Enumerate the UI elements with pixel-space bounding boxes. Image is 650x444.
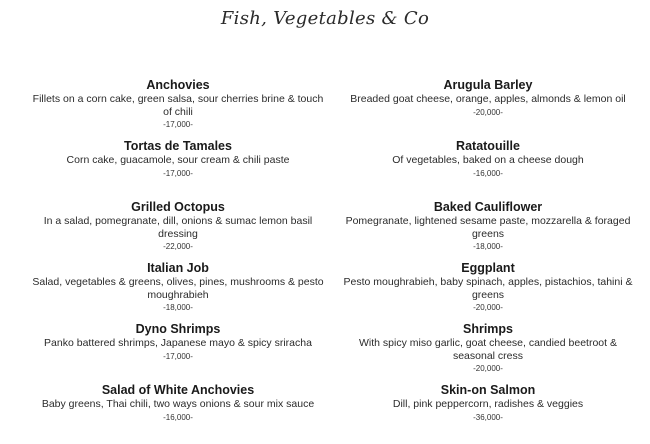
dish-name: Ratatouille [456,139,520,153]
menu-item [28,200,328,261]
menu-item [338,139,638,200]
dish-description: Dill, pink peppercorn, radishes & veggies [392,398,584,410]
dish-price: -17,000- [163,168,193,178]
dish-price: -22,000- [163,242,193,251]
dish-price: -17,000- [163,120,193,129]
dish-name: Dyno Shrimps [135,322,221,336]
menu-item [338,322,638,383]
dish-price: -36,000- [473,412,503,422]
dish-name: Shrimps [462,322,513,336]
dish-name: Baked Cauliflower [433,200,543,214]
dish-price: -17,000- [163,351,193,361]
dish-name: Anchovies [146,78,210,92]
menu-item [28,261,328,322]
dish-description: Salad, vegetables & greens, olives, pines, mushrooms & pesto moughrabieh [32,276,324,301]
dish-price: -16,000- [473,168,503,178]
dish-description: Pomegranate, lightened sesame paste, mozzarella & foraged greens [345,215,631,240]
menu-item [338,200,638,261]
dish-description: In a salad, pomegranate, dill, onions & sumac lemon basil dressing [43,215,313,240]
dish-description: Corn cake, guacamole, sour cream & chili paste [66,154,290,166]
menu-column-left [28,78,328,444]
dish-name: Eggplant [461,261,515,275]
menu-item [338,261,638,322]
dish-description: Baby greens, Thai chili, two ways onions & sour mix sauce [41,398,315,410]
dish-name: Salad of White Anchovies [101,383,255,397]
dish-price: -20,000- [473,364,503,373]
dish-name: Grilled Octopus [131,200,225,214]
dish-price: -16,000- [163,412,193,422]
menu-column-right [338,78,638,444]
dish-description: Panko battered shrimps, Japanese mayo & spicy sriracha [44,337,312,349]
dish-name: Arugula Barley [443,78,533,92]
dish-name: Italian Job [147,261,209,275]
dish-price: -20,000- [473,303,503,312]
dish-description: With spicy miso garlic, goat cheese, candied beetroot & seasonal cress [359,337,617,362]
menu-item [28,322,328,383]
dish-description: Of vegetables, baked on a cheese dough [392,154,584,166]
menu-item [28,78,328,139]
menu-item [28,383,328,444]
dish-price: -18,000- [163,303,193,312]
menu-item [338,78,638,139]
menu-item [28,139,328,200]
dish-name: Tortas de Tamales [124,139,232,153]
dish-name: Skin-on Salmon [440,383,536,397]
dish-price: -20,000- [473,107,503,117]
dish-description: Pesto moughrabieh, baby spinach, apples, pistachios, tahini & greens [343,276,633,301]
dish-description: Breaded goat cheese, orange, apples, almonds & lemon oil [350,93,626,105]
dish-price: -18,000- [473,242,503,251]
menu-item [338,383,638,444]
dish-description: Fillets on a corn cake, green salsa, sour cherries brine & touch of chili [32,93,324,118]
menu-title: Fish, Vegetables & Co [220,8,430,29]
